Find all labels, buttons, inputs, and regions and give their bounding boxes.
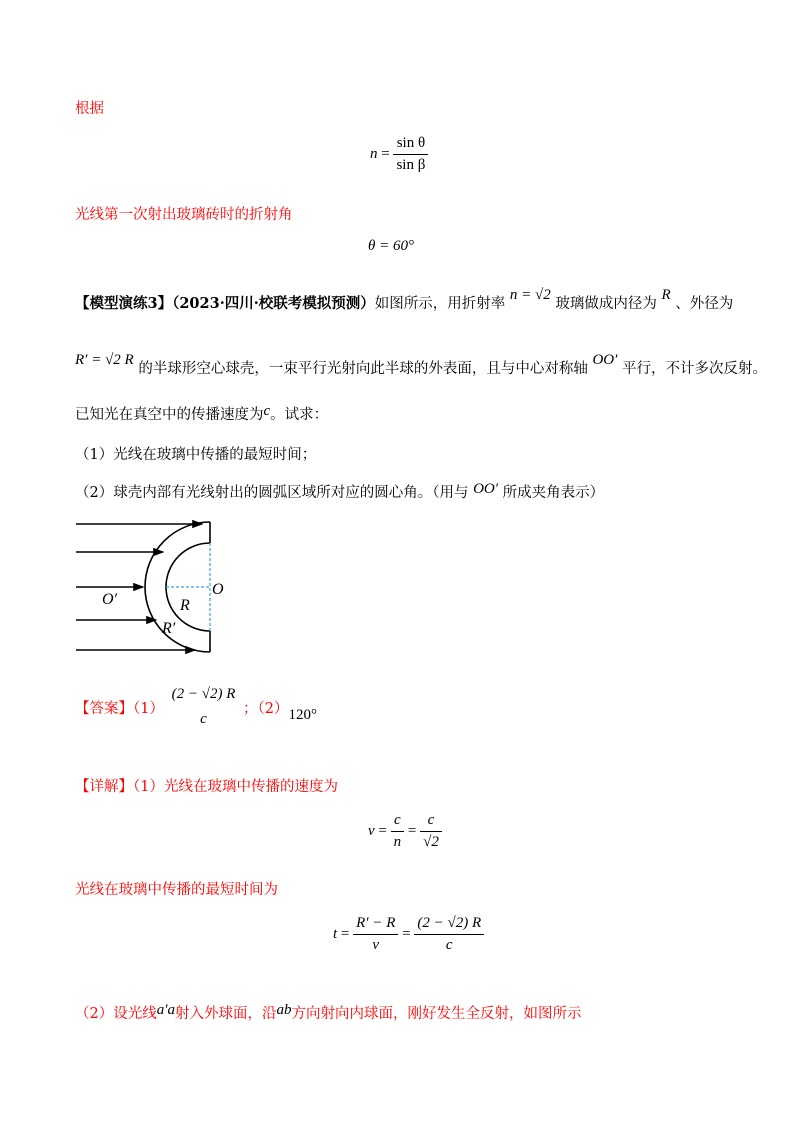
fraction-result xyxy=(414,915,484,954)
n-expression: n = √2 xyxy=(509,287,551,303)
frac-c: c xyxy=(391,812,405,832)
detail-text-3a: （2）设光线 xyxy=(75,1006,157,1022)
problem-line-1 xyxy=(75,287,734,313)
problem-source: （2023·四川·校联考模拟预测） xyxy=(172,295,375,312)
eq-t: t xyxy=(333,925,338,942)
axis-symbol-2: OO′ xyxy=(473,481,499,497)
problem-line-2 xyxy=(75,352,767,378)
equation-time xyxy=(333,915,484,954)
detail-text-3c: 方向射向内球面，刚好发生全反射，如图所示 xyxy=(291,1006,582,1022)
problem-text-3: 、外径为 xyxy=(675,296,734,312)
answer-part-2: （2） xyxy=(257,701,289,717)
frac-result-num: (2 − √2) R xyxy=(414,915,484,935)
answer-tag: 【答案】 xyxy=(75,701,133,717)
eq-n: n xyxy=(370,145,378,162)
frac-den: sin β xyxy=(396,157,426,173)
detail-line-2: 光线在玻璃中传播的最短时间为 xyxy=(75,882,278,898)
detail-tag: 【详解】 xyxy=(75,779,133,795)
hemisphere-figure xyxy=(70,512,240,660)
problem-tag: 【模型演练3】 xyxy=(75,295,173,312)
axis-symbol: OO′ xyxy=(592,352,618,368)
label-op: O′ xyxy=(102,591,118,608)
frac-v: v xyxy=(372,937,380,953)
question-2-text-a: （2）球壳内部有光线射出的圆弧区域所对应的圆心角。（用与 xyxy=(75,485,469,501)
frac-result-den: c xyxy=(445,937,453,953)
detail-line-3 xyxy=(75,1002,582,1023)
label-r: R xyxy=(180,597,190,614)
answer-sep: ； xyxy=(242,701,258,717)
detail-text-1: （1）光线在玻璃中传播的速度为 xyxy=(133,779,338,795)
frac-c-2: c xyxy=(420,812,442,832)
frac-sqrt2: √2 xyxy=(423,834,439,850)
answer-fraction xyxy=(169,686,239,728)
question-2-text-b: 所成夹角表示） xyxy=(502,485,605,501)
equation-theta: θ = 60° xyxy=(368,238,414,254)
problem-text-5: 平行，不计多次反射。 xyxy=(622,361,767,377)
problem-text-2: 玻璃做成内径为 xyxy=(555,296,657,312)
problem-text-7: 。试求： xyxy=(270,407,329,423)
equation-velocity xyxy=(368,812,442,851)
frac-n: n xyxy=(393,834,402,850)
answer-frac-num: (2 − √2) R xyxy=(171,686,236,702)
fraction-c-sqrt2 xyxy=(420,812,442,851)
ray-symbol: a′a xyxy=(156,1002,176,1018)
frac-num: sin θ xyxy=(393,135,428,155)
rp-expression: R′ = √2 R xyxy=(75,352,134,368)
problem-text-4: 的半球形空心球壳，一束平行光射向此半球的外表面，且与中心对称轴 xyxy=(138,361,588,377)
problem-line-3 xyxy=(75,403,328,424)
detail-text-3b: 射入外球面，沿 xyxy=(175,1006,277,1022)
text-refraction-angle: 光线第一次射出玻璃砖时的折射角 xyxy=(75,207,293,223)
question-2 xyxy=(75,481,604,502)
fraction-r-diff xyxy=(353,915,398,954)
label-rp: R′ xyxy=(162,620,176,637)
eq-equals-3: = xyxy=(340,925,350,942)
frac-r-diff: R′ − R xyxy=(353,915,398,935)
answer-part-1: （1） xyxy=(133,701,164,717)
problem-text-6: 已知光在真空中的传播速度为 xyxy=(75,407,264,423)
equation-refraction-index xyxy=(370,135,428,174)
label-o: O xyxy=(212,581,224,598)
ab-symbol: ab xyxy=(276,1002,292,1018)
c-symbol: c xyxy=(263,403,271,419)
fraction-c-n xyxy=(391,812,405,851)
r-symbol: R xyxy=(661,287,671,303)
eq-v: v xyxy=(368,822,375,839)
text-genju: 根据 xyxy=(75,101,104,117)
answer-value-2: 120° xyxy=(288,707,317,723)
eq-equals-2: = xyxy=(407,822,417,839)
problem-text-1: 如图所示，用折射率 xyxy=(374,296,506,312)
question-1: （1）光线在玻璃中传播的最短时间； xyxy=(75,447,317,463)
eq-equals-4: = xyxy=(402,925,411,942)
detail-line-1 xyxy=(75,775,338,796)
eq-equals: = xyxy=(381,145,390,162)
answer-frac-den: c xyxy=(200,711,207,727)
fraction-sin xyxy=(393,135,428,174)
eq-equals-1: = xyxy=(378,822,387,839)
answer-line xyxy=(75,688,317,730)
